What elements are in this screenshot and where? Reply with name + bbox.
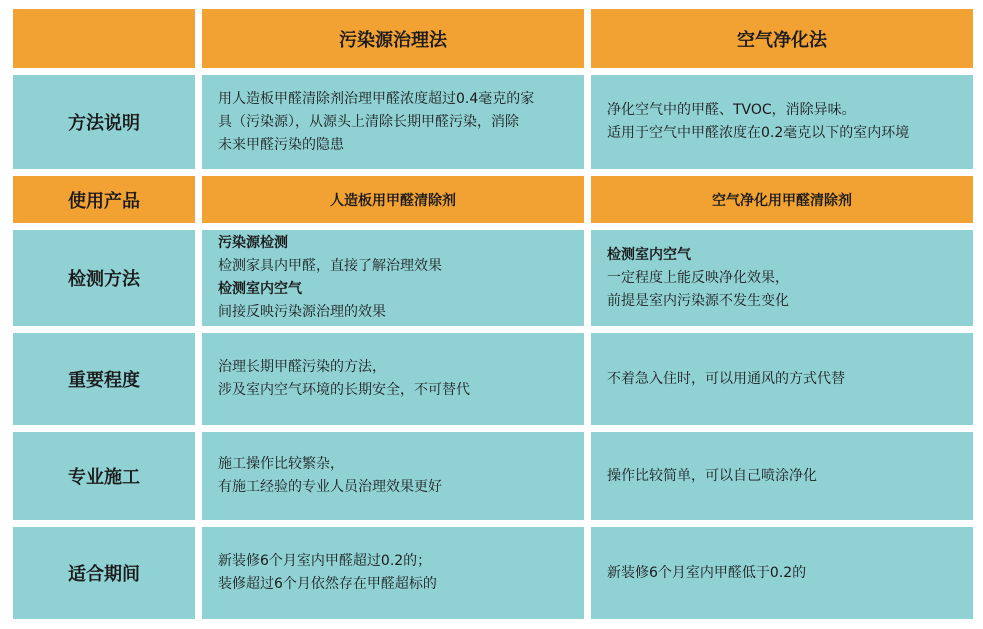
row-label: 方法说明 bbox=[68, 113, 140, 134]
cell-text bbox=[218, 550, 437, 596]
cell-text bbox=[218, 232, 442, 324]
text-line: 涉及室内空气环境的长期安全，不可替代 bbox=[218, 382, 470, 398]
cell-purification-method-description bbox=[591, 75, 973, 169]
cell-treatment-detection bbox=[202, 230, 584, 326]
cell-treatment-product bbox=[202, 176, 584, 223]
header-corner-cell bbox=[13, 9, 195, 68]
text-line: 间接反映污染源治理的效果 bbox=[218, 304, 386, 320]
row-label: 检测方法 bbox=[68, 269, 140, 290]
cell-treatment-period bbox=[202, 527, 584, 619]
cell-treatment-method-description bbox=[202, 75, 584, 169]
cell-purification-detection bbox=[591, 230, 973, 326]
label-professional-construction bbox=[13, 432, 195, 520]
cell-text bbox=[607, 562, 806, 585]
cell-text bbox=[607, 368, 845, 391]
header-purification-method bbox=[591, 9, 973, 68]
text-line: 操作比较简单，可以自己喷涂净化 bbox=[607, 467, 817, 484]
cell-purification-construction bbox=[591, 432, 973, 520]
label-suitable-period bbox=[13, 527, 195, 619]
cell-text bbox=[218, 453, 442, 499]
text-line: 未来甲醛污染的隐患 bbox=[218, 136, 344, 153]
text-line: 净化空气中的甲醛、TVOC，消除异味。 bbox=[607, 102, 856, 118]
text-line: 检测室内空气 bbox=[607, 246, 691, 263]
row-label: 重要程度 bbox=[68, 370, 140, 391]
header-treatment-method bbox=[202, 9, 584, 68]
cell-text bbox=[607, 465, 817, 488]
text-line: 前提是室内污染源不发生变化 bbox=[607, 292, 789, 309]
product-name: 人造板用甲醛清除剂 bbox=[330, 192, 456, 209]
text-line: 新装修6个月室内甲醛低于0.2的 bbox=[607, 564, 807, 581]
cell-purification-period bbox=[591, 527, 973, 619]
text-line: 不着急入住时，可以用通风的方式代替 bbox=[607, 370, 845, 387]
cell-purification-product bbox=[591, 176, 973, 223]
label-importance bbox=[13, 333, 195, 425]
text-line: 检测家具内甲醛，直接了解治理效果 bbox=[218, 258, 442, 274]
text-line: 污染源检测 bbox=[218, 235, 288, 251]
text-line: 施工操作比较繁杂， bbox=[218, 456, 344, 472]
text-line: 用人造板甲醛清除剂治理甲醛浓度超过0.4毫克的家 bbox=[218, 90, 535, 107]
text-line: 适用于空气中甲醛浓度在0.2毫克以下的室内环境 bbox=[607, 125, 910, 141]
cell-text bbox=[218, 88, 534, 157]
cell-treatment-importance bbox=[202, 333, 584, 425]
text-line: 装修超过6个月依然存在甲醛超标的 bbox=[218, 576, 437, 592]
header-treatment-label: 污染源治理法 bbox=[339, 29, 447, 51]
product-name: 空气净化用甲醛清除剂 bbox=[712, 192, 852, 209]
text-line: 治理长期甲醛污染的方法， bbox=[218, 359, 386, 375]
row-label: 使用产品 bbox=[68, 190, 140, 212]
text-line: 一定程度上能反映净化效果， bbox=[607, 269, 789, 286]
label-detection-method bbox=[13, 230, 195, 326]
text-line: 有施工经验的专业人员治理效果更好 bbox=[218, 479, 442, 495]
label-method-description bbox=[13, 75, 195, 169]
cell-text bbox=[607, 99, 909, 145]
row-label: 专业施工 bbox=[68, 467, 140, 488]
header-purification-label: 空气净化法 bbox=[737, 29, 827, 51]
cell-text bbox=[218, 356, 470, 402]
text-line: 检测室内空气 bbox=[218, 281, 302, 297]
text-line: 新装修6个月室内甲醛超过0.2的； bbox=[218, 553, 432, 569]
label-product-used bbox=[13, 176, 195, 223]
text-line: 具（污染源），从源头上清除长期甲醛污染，消除 bbox=[218, 113, 519, 130]
cell-purification-importance bbox=[591, 333, 973, 425]
row-label: 适合期间 bbox=[68, 564, 140, 585]
cell-text bbox=[607, 244, 789, 313]
cell-treatment-construction bbox=[202, 432, 584, 520]
comparison-table bbox=[13, 9, 973, 619]
